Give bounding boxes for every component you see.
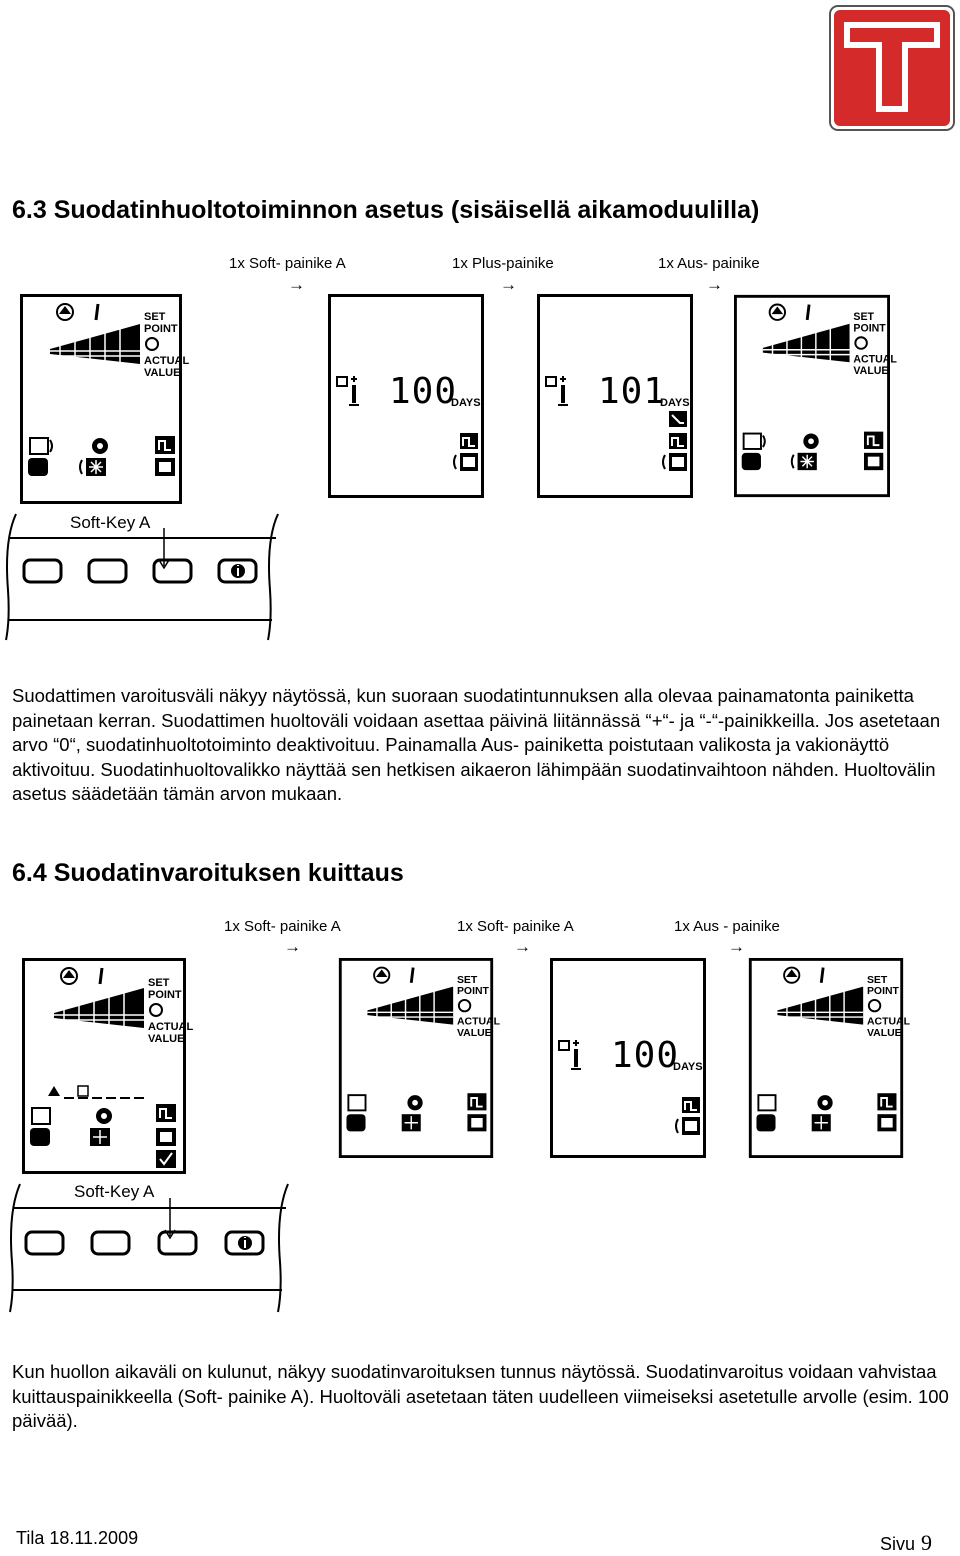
arrow-icon: → bbox=[514, 937, 531, 956]
step-label-1: 1x Soft- painike A bbox=[229, 255, 346, 272]
days-label: DAYS bbox=[451, 397, 481, 409]
arrow-icon: → bbox=[284, 937, 301, 956]
section-paragraph-6-3: Suodattimen varoitusväli näkyy näytössä, kun suoraan suodatintunnuksen alla olevaa painamatonta painiketta painetaan kerran. Suodattimen huoltoväli voidaan asettaa päivinä liitännässä “+“- ja “-“-painikkeilla. Jos asetetaan arvo “0“, suodatinhuoltotoiminto deaktivoituu. Painamalla Aus- painiketta poistutaan valikosta ja vakionäyttö aktivoituu. Suodatinhuoltovalikko näyttää sen hetkisen aikaeron lähimpään suodatinvaihtoon nähden. Huoltovälin asetus säädetään tämän arvon mukaan. bbox=[12, 685, 941, 804]
svg-text:ACTUAL: ACTUAL bbox=[853, 353, 897, 366]
page-number: 9 bbox=[921, 1530, 933, 1555]
svg-text:VALUE: VALUE bbox=[456, 1028, 492, 1040]
filter-icon bbox=[544, 375, 574, 407]
arrow-icon: → bbox=[500, 275, 517, 294]
softkey-label: Soft-Key A bbox=[74, 1182, 155, 1201]
svg-text:ACTUAL: ACTUAL bbox=[148, 1021, 194, 1033]
controller-display-standard bbox=[734, 294, 897, 498]
interval-value: 101 bbox=[598, 371, 667, 412]
filter-button-icons bbox=[451, 431, 481, 475]
section-title-6-3: 6.3 Suodatinhuoltotoiminnon asetus (sisäisellä aikamoduulilla) bbox=[12, 196, 760, 224]
svg-text:POINT: POINT bbox=[148, 989, 182, 1001]
step-label-2: 1x Plus-painike bbox=[452, 255, 554, 272]
interval-value: 100 bbox=[611, 1035, 680, 1076]
filter-button-icons bbox=[660, 409, 690, 475]
svg-text:SET: SET bbox=[866, 974, 888, 986]
svg-text:VALUE: VALUE bbox=[148, 1033, 185, 1045]
controller-display-interval-plus bbox=[537, 294, 693, 498]
section-title-6-4: 6.4 Suodatinvaroituksen kuittaus bbox=[12, 859, 404, 887]
svg-text:SET: SET bbox=[148, 977, 170, 989]
filter-button-icons bbox=[673, 1095, 703, 1139]
controller-display-warning bbox=[22, 958, 194, 1174]
filter-icon bbox=[557, 1039, 587, 1071]
svg-text:VALUE: VALUE bbox=[853, 364, 889, 377]
controller-display-interval bbox=[328, 294, 484, 498]
step-label-2: 1x Soft- painike A bbox=[457, 918, 574, 935]
svg-text:POINT: POINT bbox=[144, 323, 178, 335]
arrow-icon: → bbox=[728, 937, 745, 956]
svg-text:ACTUAL: ACTUAL bbox=[144, 355, 190, 367]
arrow-icon: → bbox=[706, 275, 723, 294]
controller-display-standard bbox=[20, 294, 190, 504]
days-label: DAYS bbox=[660, 397, 690, 409]
svg-text:SET: SET bbox=[144, 311, 166, 323]
svg-text:POINT: POINT bbox=[456, 986, 489, 998]
svg-text:POINT: POINT bbox=[866, 986, 899, 998]
step-label-1: 1x Soft- painike A bbox=[224, 918, 341, 935]
step-label-3: 1x Aus- painike bbox=[658, 255, 760, 272]
footer-date: Tila 18.11.2009 bbox=[16, 1528, 139, 1548]
svg-text:POINT: POINT bbox=[853, 322, 886, 335]
page-label: Sivu bbox=[880, 1534, 916, 1554]
svg-text:SET: SET bbox=[456, 974, 478, 986]
svg-text:ACTUAL: ACTUAL bbox=[866, 1016, 910, 1028]
controller-display-standard bbox=[338, 958, 500, 1158]
controller-display-standard bbox=[748, 958, 910, 1158]
section-paragraph-6-4: Kun huollon aikaväli on kulunut, näkyy suodatinvaroituksen tunnus näytössä. Suodatinvaroitus voidaan vahvistaa kuittauspainikkeella (Soft- painike A). Huoltoväli asetetaan täten uudelleen viimeiseksi asetetulle arvolle (esim. 100 päivää). bbox=[12, 1361, 949, 1431]
days-label: DAYS bbox=[673, 1061, 703, 1073]
svg-text:VALUE: VALUE bbox=[144, 367, 181, 379]
company-logo bbox=[828, 4, 956, 132]
svg-text:ACTUAL: ACTUAL bbox=[456, 1016, 500, 1028]
svg-text:VALUE: VALUE bbox=[866, 1028, 902, 1040]
footer-page bbox=[880, 1530, 932, 1556]
arrow-icon: → bbox=[288, 275, 305, 294]
controller-display-interval bbox=[550, 958, 706, 1158]
svg-text:SET: SET bbox=[853, 310, 874, 323]
interval-value: 100 bbox=[389, 371, 458, 412]
filter-icon bbox=[335, 375, 365, 407]
step-label-3: 1x Aus - painike bbox=[674, 918, 780, 935]
softkey-label: Soft-Key A bbox=[70, 513, 151, 532]
